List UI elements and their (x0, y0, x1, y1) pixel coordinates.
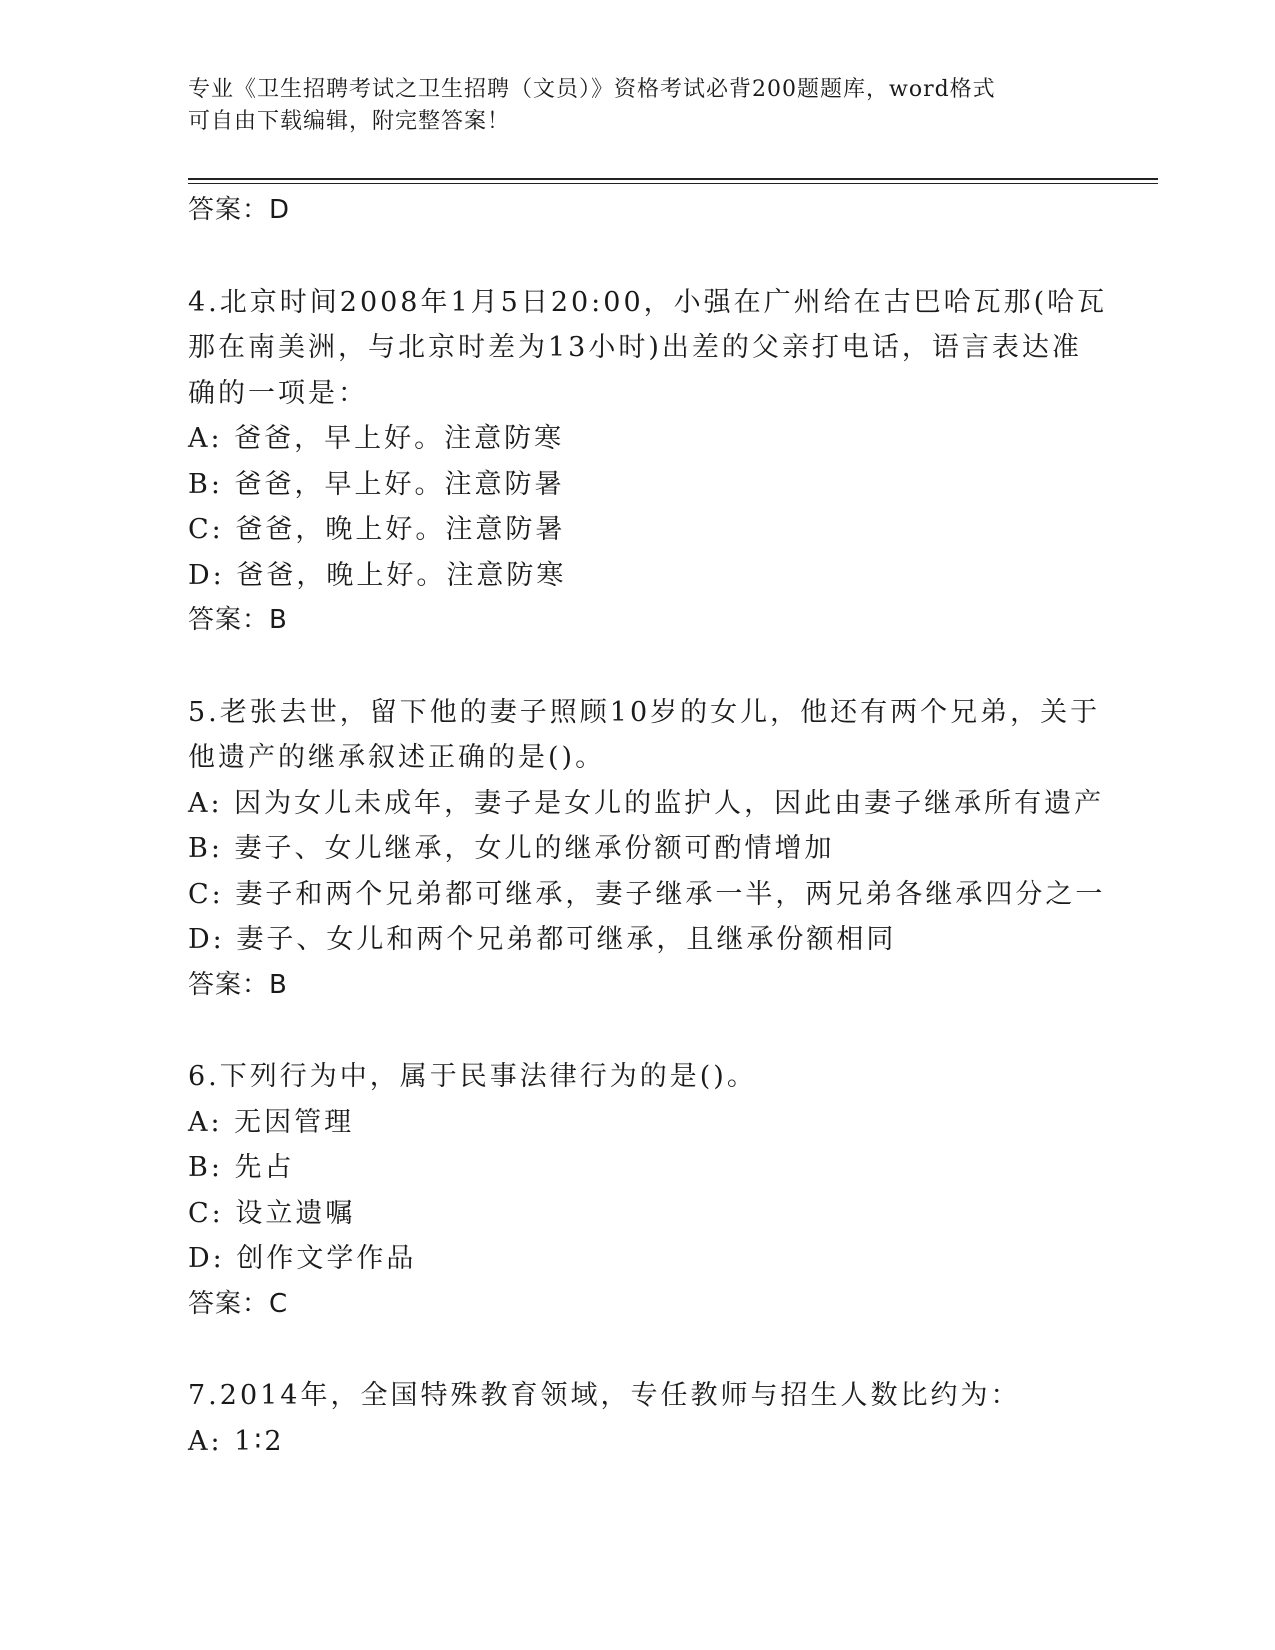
option-c: C: 设立遗嘱 (188, 1197, 356, 1229)
option-d: D: 妻子、女儿和两个兄弟都可继承，且继承份额相同 (188, 924, 897, 955)
question-text: 确的一项是： (188, 377, 368, 409)
answer: 答案：C (188, 1288, 289, 1319)
header-line-1: 专业《卫生招聘考试之卫生招聘（文员）》资格考试必背200题题库，word格式 (188, 77, 996, 102)
question-6 (188, 1054, 1088, 1327)
question-text: 5.老张去世，留下他的妻子照顾10岁的女儿，他还有两个兄弟，关于 (188, 696, 1101, 728)
option-b: B: 爸爸，早上好。注意防暑 (188, 468, 565, 500)
spacer (188, 1327, 1088, 1373)
question-text: 他遗产的继承叙述正确的是()。 (188, 742, 606, 773)
question-7 (188, 1373, 1088, 1464)
question-text: 那在南美洲，与北京时差为13小时)出差的父亲打电话，语言表达准 (188, 332, 1082, 363)
question-text: 7.2014年，全国特殊教育领域，专任教师与招生人数比约为： (188, 1380, 1021, 1411)
spacer (188, 1008, 1088, 1054)
option-c: C: 爸爸，晚上好。注意防暑 (188, 514, 566, 545)
question-text: 4.北京时间2008年1月5日20:00，小强在广州给在古巴哈瓦那(哈瓦 (188, 286, 1108, 318)
header-rule-thick (188, 178, 1158, 180)
document-header (188, 74, 1068, 138)
answer-prev: 答案：D (188, 195, 291, 225)
option-b: B: 先占 (188, 1152, 295, 1183)
option-d: D: 创作文学作品 (188, 1243, 417, 1274)
option-b: B: 妻子、女儿继承，女儿的继承份额可酌情增加 (188, 833, 835, 864)
answer: 答案：B (188, 969, 288, 1000)
question-4 (188, 280, 1108, 644)
spacer (188, 644, 1088, 690)
question-5 (188, 690, 1106, 1009)
option-c: C: 妻子和两个兄弟都可继承，妻子继承一半，两兄弟各继承四分之一 (188, 878, 1106, 910)
option-a: A: 爸爸，早上好。注意防寒 (188, 423, 565, 454)
option-d: D: 爸爸，晚上好。注意防寒 (188, 559, 567, 591)
question-list (188, 188, 1108, 1464)
header-line-2: 可自由下载编辑，附完整答案！ (188, 109, 511, 134)
answer: 答案：B (188, 605, 288, 635)
option-a: A: 无因管理 (188, 1106, 355, 1138)
option-a: A: 因为女儿未成年，妻子是女儿的监护人，因此由妻子继承所有遗产 (188, 787, 1105, 819)
question-text: 6.下列行为中，属于民事法律行为的是()。 (188, 1061, 757, 1092)
option-a: A: 1∶2 (188, 1425, 285, 1457)
header-rule-thin (188, 183, 1158, 184)
spacer (188, 234, 1088, 280)
